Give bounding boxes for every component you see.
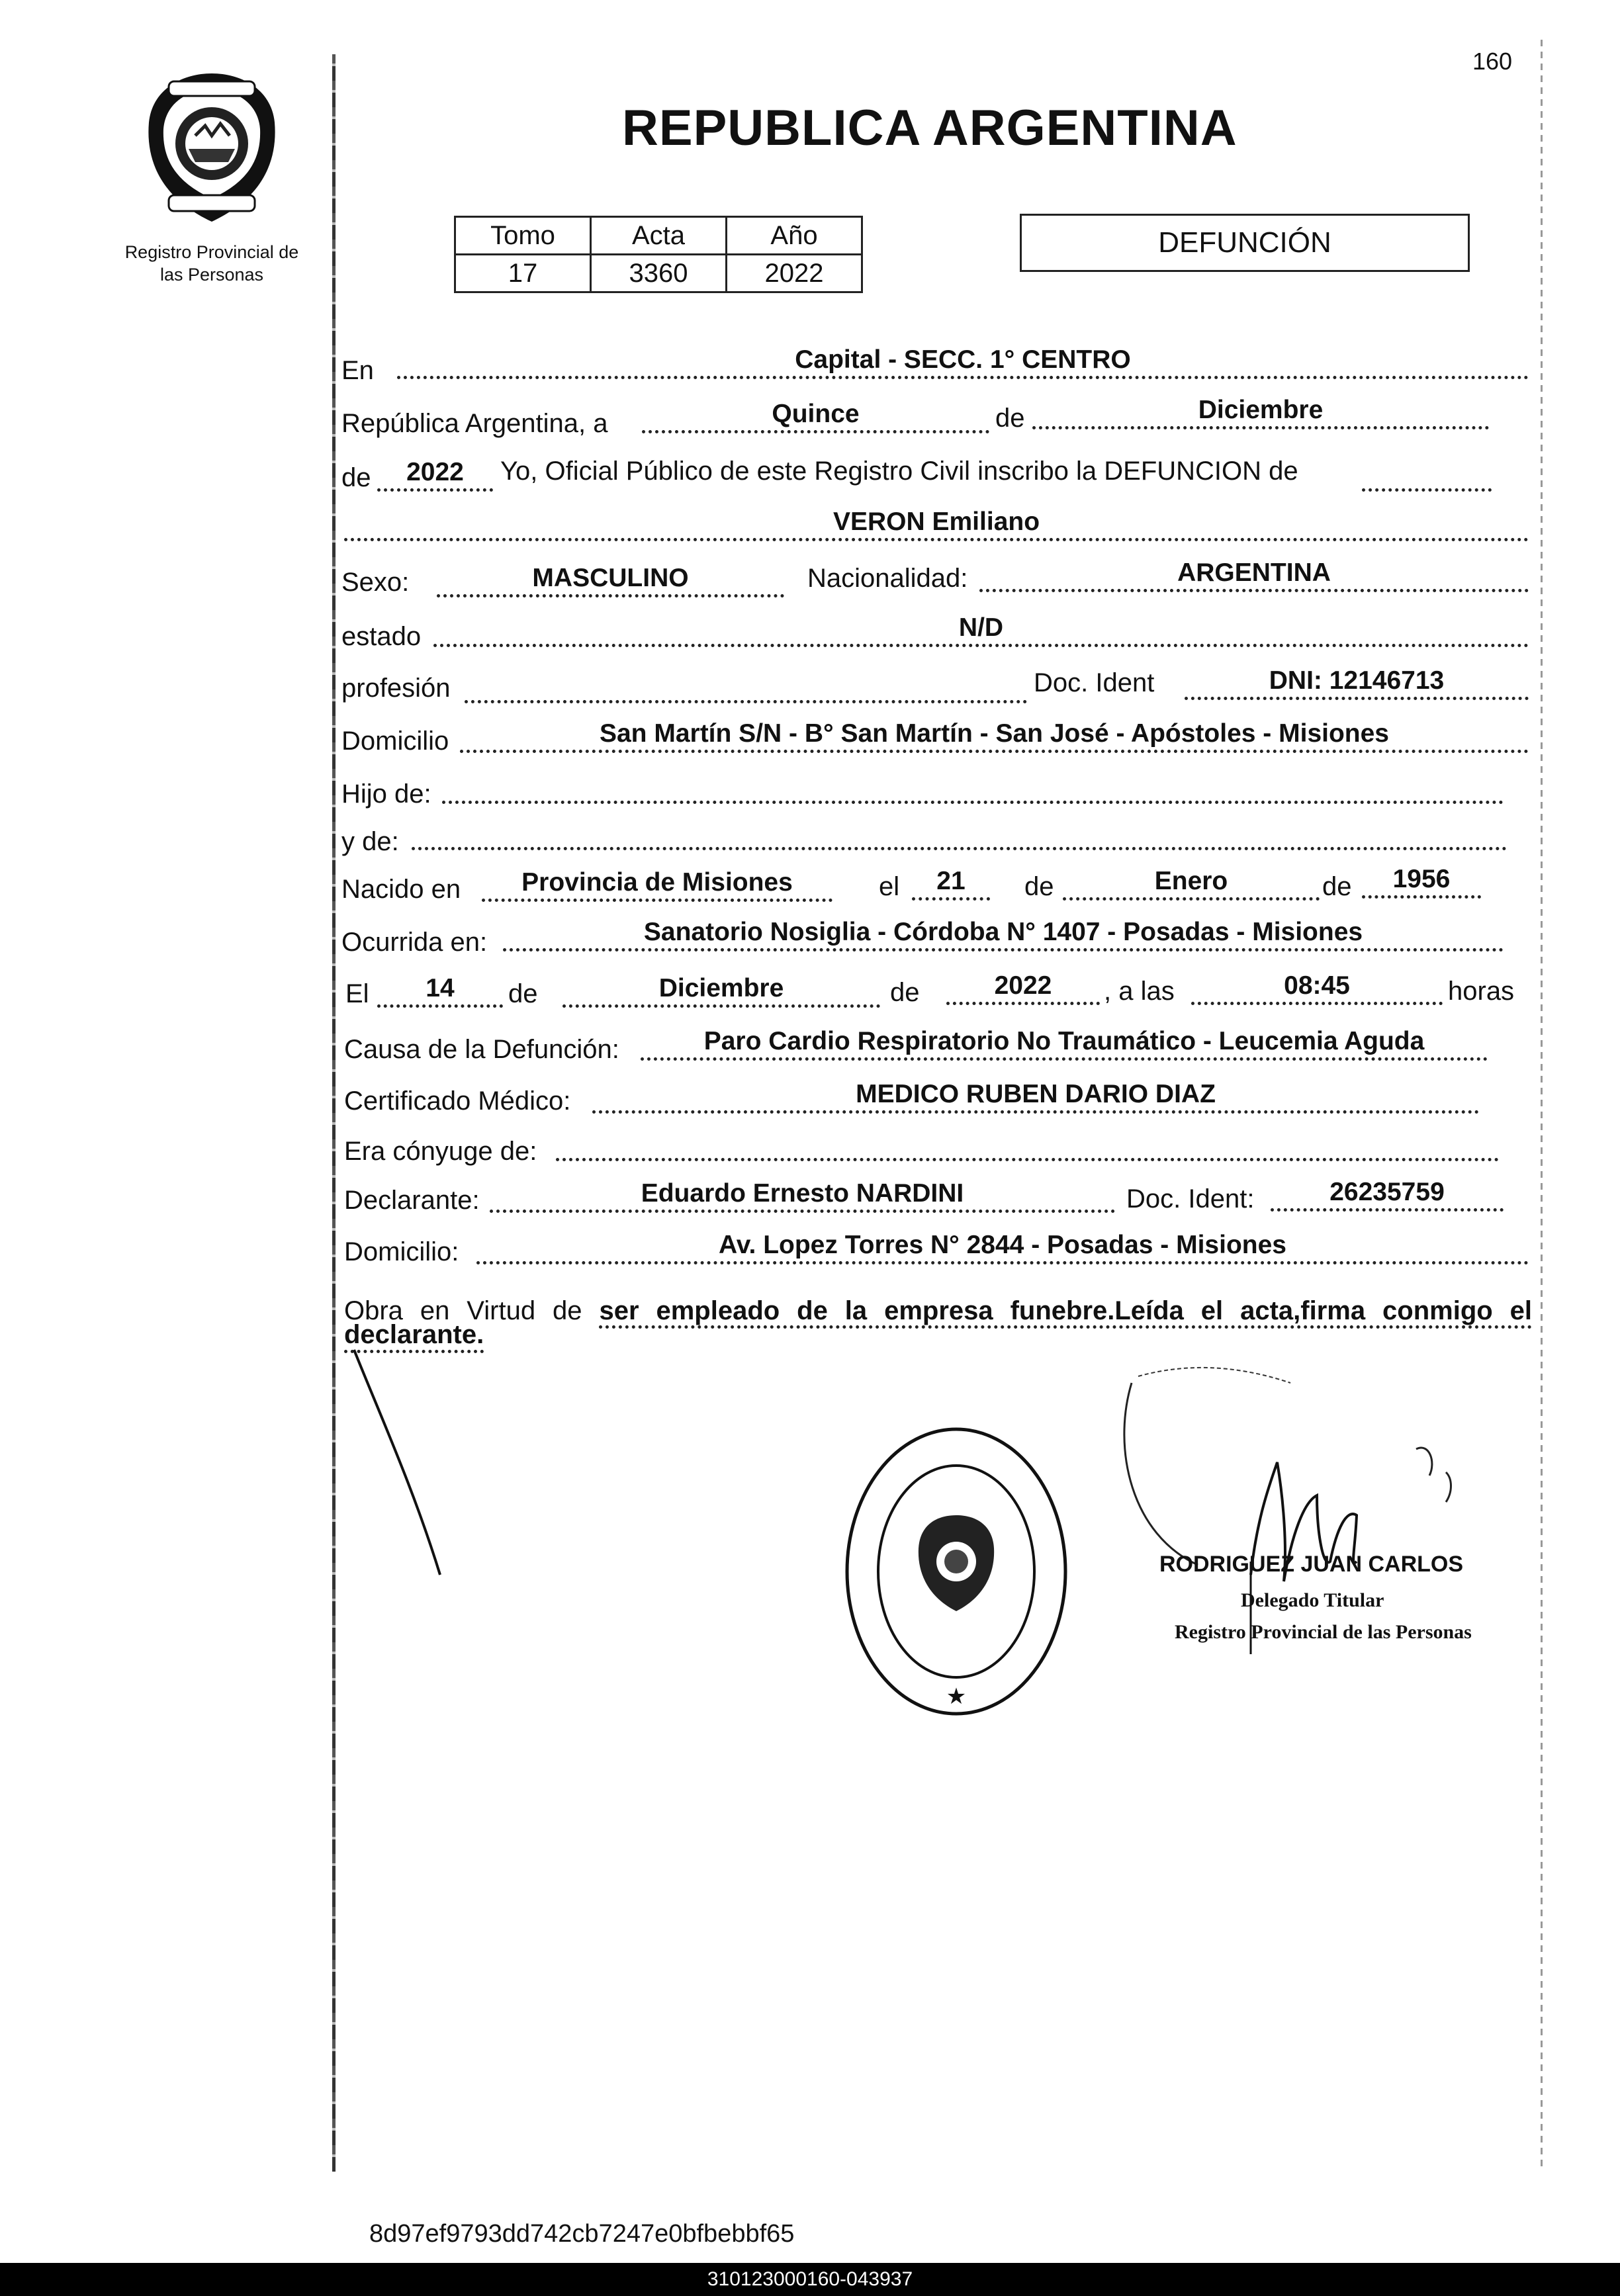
label-de-2: de bbox=[341, 463, 371, 492]
declarante-doc-field: 26235759 bbox=[1271, 1176, 1504, 1212]
document-kind-box: DEFUNCIÓN bbox=[1020, 214, 1470, 272]
nacido-dia-field: 21 bbox=[912, 865, 990, 901]
obra-texto-cont: declarante. bbox=[344, 1320, 484, 1353]
provincial-seal-logo bbox=[142, 69, 281, 225]
acta-header: Acta bbox=[591, 217, 727, 255]
fallec-hora-field: 08:45 bbox=[1191, 970, 1443, 1005]
label-de-5: de bbox=[508, 979, 538, 1008]
page-number: 160 bbox=[1472, 48, 1513, 75]
sexo-field: MASCULINO bbox=[437, 562, 784, 597]
mes-texto-field: Diciembre bbox=[1032, 394, 1489, 429]
label-horas: horas bbox=[1448, 977, 1515, 1006]
anio-value: 2022 bbox=[727, 255, 862, 292]
profesion-field bbox=[465, 668, 1027, 703]
lugar-field: Capital - SECC. 1° CENTRO bbox=[397, 344, 1529, 379]
nombre-field: VERON Emiliano bbox=[344, 506, 1529, 541]
document-hash: 8d97ef9793dd742cb7247e0bfbebbf65 bbox=[369, 2220, 795, 2248]
svg-text:★: ★ bbox=[946, 1684, 967, 1709]
label-profesion: profesión bbox=[341, 674, 451, 703]
registry-caption-line2: las Personas bbox=[159, 265, 264, 285]
conyuge-field bbox=[556, 1126, 1499, 1161]
declarante-domicilio-field: Av. Lopez Torres N° 2844 - Posadas - Misiones bbox=[476, 1229, 1529, 1264]
fallec-anio-field: 2022 bbox=[946, 970, 1100, 1005]
y-de-field bbox=[412, 815, 1507, 850]
certificado-field: MEDICO RUBEN DARIO DIAZ bbox=[592, 1079, 1479, 1114]
label-hijo-de: Hijo de: bbox=[341, 779, 431, 809]
closing-stroke bbox=[341, 1343, 473, 1581]
anio-header: Año bbox=[727, 217, 862, 255]
label-conyuge: Era cónyuge de: bbox=[344, 1137, 537, 1166]
tomo-header: Tomo bbox=[455, 217, 591, 255]
hijo-de-field bbox=[442, 769, 1504, 804]
label-ocurrida-en: Ocurrida en: bbox=[341, 928, 488, 957]
defuncion-de-trailing bbox=[1362, 457, 1492, 492]
register-value-row bbox=[455, 255, 862, 292]
label-certificado: Certificado Médico: bbox=[344, 1086, 571, 1116]
label-el-1: el bbox=[879, 872, 900, 901]
label-sexo: Sexo: bbox=[341, 568, 410, 597]
label-domicilio-declarante: Domicilio: bbox=[344, 1237, 459, 1266]
label-y-de: y de: bbox=[341, 827, 399, 856]
signer-org: Registro Provincial de las Personas bbox=[1175, 1621, 1472, 1643]
register-header-row bbox=[455, 217, 862, 255]
nacido-anio-field: 1956 bbox=[1362, 863, 1481, 899]
left-margin-rule bbox=[332, 54, 336, 2172]
label-doc-ident: Doc. Ident bbox=[1034, 668, 1155, 697]
label-nacionalidad: Nacionalidad: bbox=[807, 564, 968, 593]
obra-texto: ser empleado de la empresa funebre.Leída el acta,firma conmigo el bbox=[599, 1296, 1532, 1329]
label-yo-oficial: Yo, Oficial Público de este Registro Civil inscribo la DEFUNCION de bbox=[500, 457, 1298, 486]
label-declarante: Declarante: bbox=[344, 1186, 480, 1215]
registry-caption-line1: Registro Provincial de bbox=[124, 242, 299, 262]
declarante-field: Eduardo Ernesto NARDINI bbox=[490, 1178, 1115, 1213]
nacido-lugar-field: Provincia de Misiones bbox=[482, 867, 832, 902]
estado-field: N/D bbox=[433, 612, 1529, 647]
label-obra: Obra en Virtud de bbox=[344, 1296, 582, 1325]
causa-field: Paro Cardio Respiratorio No Traumático - Leucemia Aguda bbox=[641, 1026, 1488, 1061]
label-estado: estado bbox=[341, 622, 422, 651]
nacionalidad-field: ARGENTINA bbox=[979, 557, 1529, 592]
right-margin-rule bbox=[1541, 40, 1543, 2170]
label-el-2: El bbox=[345, 979, 369, 1008]
doc-ident-field: DNI: 12146713 bbox=[1185, 665, 1529, 700]
fallec-dia-field: 14 bbox=[377, 973, 503, 1008]
register-table bbox=[454, 216, 863, 293]
label-de-4: de bbox=[1322, 872, 1352, 901]
label-nacido-en: Nacido en bbox=[341, 875, 461, 904]
ocurrida-en-field: Sanatorio Nosiglia - Córdoba N° 1407 - Posadas - Misiones bbox=[503, 916, 1504, 951]
anio-field: 2022 bbox=[377, 457, 493, 492]
barcode-footer: 310123000160-043937 bbox=[0, 2263, 1620, 2296]
fallec-mes-field: Diciembre bbox=[562, 973, 880, 1008]
label-a-las: , a las bbox=[1104, 977, 1175, 1006]
nacido-mes-field: Enero bbox=[1063, 865, 1320, 901]
official-stamp bbox=[840, 1419, 1072, 1724]
tomo-value: 17 bbox=[455, 255, 591, 292]
label-republica: República Argentina, a bbox=[341, 409, 608, 438]
label-doc-ident-declarante: Doc. Ident: bbox=[1126, 1184, 1255, 1214]
domicilio-field: San Martín S/N - B° San Martín - San José - Apóstoles - Misiones bbox=[460, 718, 1529, 753]
label-de-1: de bbox=[995, 404, 1025, 433]
label-de-6: de bbox=[890, 978, 920, 1007]
acta-value: 3360 bbox=[591, 255, 727, 292]
label-causa: Causa de la Defunción: bbox=[344, 1035, 619, 1064]
page-title: REPUBLICA ARGENTINA bbox=[622, 100, 1238, 156]
label-domicilio: Domicilio bbox=[341, 727, 449, 756]
signer-name: RODRIGUEZ JUAN CARLOS bbox=[1159, 1552, 1464, 1577]
obra-paragraph bbox=[344, 1287, 1532, 1335]
label-en: En bbox=[341, 356, 374, 385]
dia-texto-field: Quince bbox=[642, 398, 989, 433]
registry-caption bbox=[106, 241, 318, 286]
label-de-3: de bbox=[1024, 872, 1054, 901]
signer-role: Delegado Titular bbox=[1241, 1589, 1384, 1611]
